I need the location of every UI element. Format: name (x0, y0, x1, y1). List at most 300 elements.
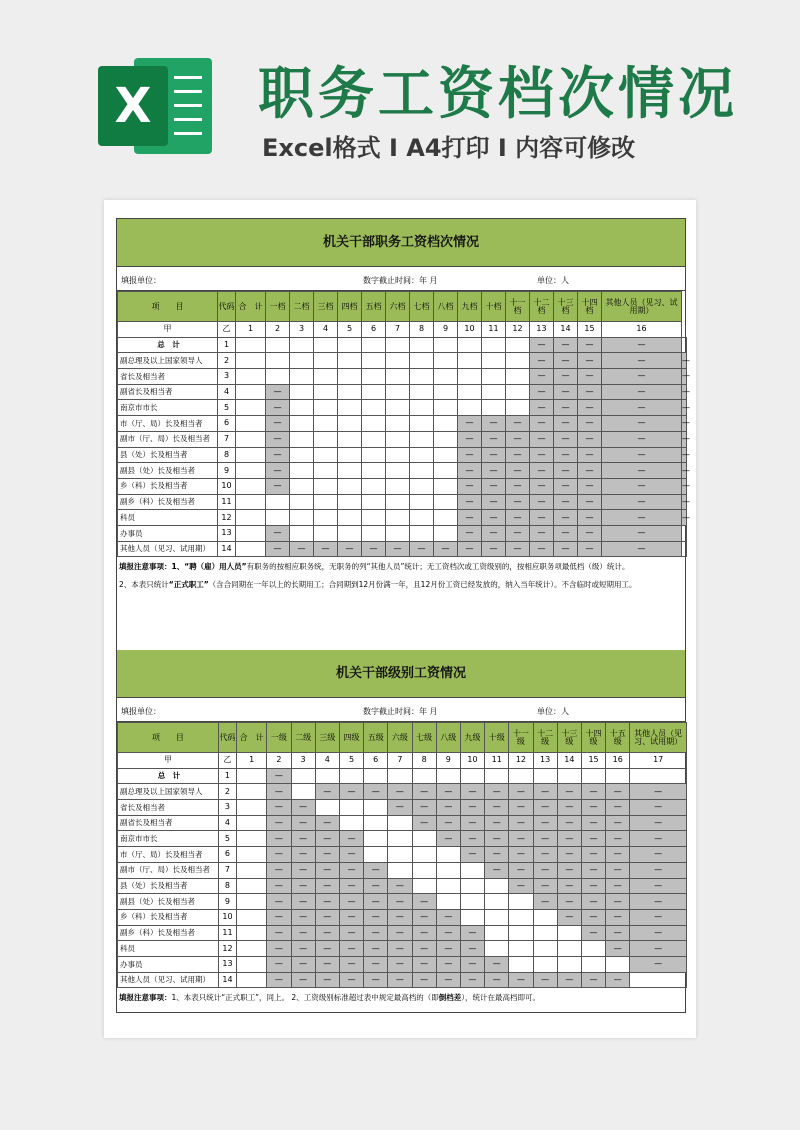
data-cell[interactable] (410, 447, 434, 463)
data-cell[interactable]: — (458, 478, 482, 494)
data-cell[interactable]: — (482, 541, 506, 557)
data-cell[interactable]: — (291, 894, 315, 910)
data-cell[interactable] (388, 862, 412, 878)
data-cell[interactable] (410, 431, 434, 447)
data-cell[interactable] (364, 831, 388, 847)
data-cell[interactable] (364, 800, 388, 816)
data-cell[interactable]: — (412, 925, 436, 941)
data-cell[interactable]: — (530, 463, 554, 479)
data-cell[interactable]: — (339, 972, 363, 988)
data-cell[interactable] (314, 369, 338, 385)
data-cell[interactable]: — (554, 510, 578, 526)
data-cell[interactable] (434, 400, 458, 416)
data-cell[interactable]: — (630, 956, 687, 972)
data-cell[interactable]: — (578, 541, 602, 557)
data-cell[interactable] (338, 416, 362, 432)
data-cell[interactable]: — (339, 831, 363, 847)
data-cell[interactable]: — (315, 925, 339, 941)
data-cell[interactable]: — (578, 431, 602, 447)
data-cell[interactable] (236, 416, 266, 432)
data-cell[interactable]: — (388, 878, 412, 894)
data-cell[interactable]: — (364, 941, 388, 957)
data-cell[interactable]: — (602, 337, 682, 353)
data-cell[interactable]: — (630, 815, 687, 831)
data-cell[interactable] (436, 894, 460, 910)
data-cell[interactable] (682, 525, 687, 541)
data-cell[interactable] (338, 369, 362, 385)
data-cell[interactable] (630, 972, 687, 988)
data-cell[interactable]: — (267, 941, 291, 957)
data-cell[interactable]: — (267, 972, 291, 988)
data-cell[interactable]: — (410, 541, 434, 557)
data-cell[interactable]: — (554, 525, 578, 541)
data-cell[interactable] (410, 478, 434, 494)
data-cell[interactable]: — (602, 353, 682, 369)
data-cell[interactable]: — (386, 541, 410, 557)
data-cell[interactable] (485, 941, 509, 957)
data-cell[interactable]: — (606, 784, 630, 800)
data-cell[interactable] (364, 815, 388, 831)
data-cell[interactable]: — (485, 862, 509, 878)
data-cell[interactable] (434, 494, 458, 510)
data-cell[interactable]: — (412, 800, 436, 816)
data-cell[interactable]: — (506, 416, 530, 432)
data-cell[interactable]: — (291, 815, 315, 831)
data-cell[interactable] (314, 416, 338, 432)
data-cell[interactable]: — (533, 862, 557, 878)
data-cell[interactable]: — (554, 431, 578, 447)
data-cell[interactable] (436, 768, 460, 784)
data-cell[interactable]: — (412, 815, 436, 831)
data-cell[interactable] (315, 768, 339, 784)
data-cell[interactable]: — (578, 510, 602, 526)
data-cell[interactable]: — (554, 337, 578, 353)
data-cell[interactable]: — (436, 956, 460, 972)
data-cell[interactable]: — (509, 800, 533, 816)
data-cell[interactable] (436, 878, 460, 894)
data-cell[interactable] (386, 353, 410, 369)
data-cell[interactable] (533, 909, 557, 925)
data-cell[interactable]: — (460, 847, 484, 863)
data-cell[interactable] (460, 894, 484, 910)
data-cell[interactable]: — (315, 956, 339, 972)
data-cell[interactable] (458, 353, 482, 369)
data-cell[interactable]: — (557, 800, 581, 816)
data-cell[interactable]: — (602, 494, 682, 510)
data-cell[interactable]: — (509, 862, 533, 878)
data-cell[interactable] (434, 416, 458, 432)
data-cell[interactable]: — (412, 784, 436, 800)
data-cell[interactable]: — (602, 478, 682, 494)
data-cell[interactable] (682, 337, 687, 353)
data-cell[interactable] (237, 768, 267, 784)
data-cell[interactable]: — (554, 353, 578, 369)
data-cell[interactable]: — (554, 478, 578, 494)
data-cell[interactable] (237, 862, 267, 878)
data-cell[interactable] (266, 353, 290, 369)
data-cell[interactable]: — (557, 894, 581, 910)
data-cell[interactable] (434, 384, 458, 400)
data-cell[interactable]: — (557, 784, 581, 800)
data-cell[interactable] (362, 353, 386, 369)
data-cell[interactable]: — (388, 925, 412, 941)
data-cell[interactable] (364, 847, 388, 863)
data-cell[interactable]: — (434, 541, 458, 557)
data-cell[interactable] (362, 431, 386, 447)
data-cell[interactable]: — (291, 956, 315, 972)
data-cell[interactable]: — (630, 831, 687, 847)
data-cell[interactable] (410, 416, 434, 432)
data-cell[interactable] (485, 768, 509, 784)
data-cell[interactable]: — (339, 862, 363, 878)
data-cell[interactable]: — (578, 525, 602, 541)
data-cell[interactable]: — (485, 815, 509, 831)
data-cell[interactable] (290, 431, 314, 447)
data-cell[interactable]: — (530, 447, 554, 463)
data-cell[interactable] (533, 925, 557, 941)
data-cell[interactable]: — (267, 862, 291, 878)
data-cell[interactable]: — (602, 431, 682, 447)
data-cell[interactable] (434, 369, 458, 385)
data-cell[interactable] (434, 353, 458, 369)
data-cell[interactable] (458, 369, 482, 385)
data-cell[interactable]: — (578, 416, 602, 432)
data-cell[interactable] (362, 337, 386, 353)
data-cell[interactable]: — (581, 909, 605, 925)
data-cell[interactable]: — (578, 337, 602, 353)
data-cell[interactable]: — (509, 815, 533, 831)
data-cell[interactable]: — (339, 784, 363, 800)
data-cell[interactable]: — (315, 972, 339, 988)
data-cell[interactable]: — (530, 337, 554, 353)
data-cell[interactable]: — (578, 463, 602, 479)
data-cell[interactable] (606, 956, 630, 972)
data-cell[interactable]: — (602, 416, 682, 432)
data-cell[interactable] (557, 941, 581, 957)
data-cell[interactable]: — (682, 369, 687, 385)
data-cell[interactable]: — (364, 878, 388, 894)
data-cell[interactable]: — (266, 463, 290, 479)
data-cell[interactable] (266, 337, 290, 353)
data-cell[interactable]: — (267, 784, 291, 800)
data-cell[interactable]: — (436, 941, 460, 957)
data-cell[interactable] (266, 369, 290, 385)
data-cell[interactable] (314, 337, 338, 353)
data-cell[interactable]: — (266, 416, 290, 432)
data-cell[interactable]: — (506, 447, 530, 463)
data-cell[interactable] (386, 431, 410, 447)
data-cell[interactable]: — (606, 831, 630, 847)
data-cell[interactable] (236, 494, 266, 510)
data-cell[interactable] (236, 353, 266, 369)
data-cell[interactable]: — (581, 894, 605, 910)
data-cell[interactable]: — (630, 941, 687, 957)
data-cell[interactable]: — (506, 463, 530, 479)
data-cell[interactable] (237, 925, 267, 941)
data-cell[interactable] (291, 768, 315, 784)
data-cell[interactable] (338, 400, 362, 416)
data-cell[interactable] (509, 956, 533, 972)
data-cell[interactable] (236, 337, 266, 353)
data-cell[interactable] (362, 416, 386, 432)
data-cell[interactable]: — (339, 847, 363, 863)
data-cell[interactable]: — (314, 541, 338, 557)
data-cell[interactable]: — (533, 972, 557, 988)
data-cell[interactable]: — (630, 847, 687, 863)
data-cell[interactable] (338, 384, 362, 400)
data-cell[interactable] (362, 478, 386, 494)
data-cell[interactable] (314, 384, 338, 400)
data-cell[interactable]: — (578, 400, 602, 416)
data-cell[interactable] (386, 525, 410, 541)
data-cell[interactable]: — (682, 478, 687, 494)
data-cell[interactable]: — (578, 384, 602, 400)
data-cell[interactable]: — (290, 541, 314, 557)
data-cell[interactable]: — (460, 972, 484, 988)
data-cell[interactable]: — (485, 784, 509, 800)
data-cell[interactable]: — (557, 878, 581, 894)
data-cell[interactable] (506, 384, 530, 400)
data-cell[interactable]: — (554, 541, 578, 557)
data-cell[interactable]: — (458, 431, 482, 447)
data-cell[interactable]: — (266, 541, 290, 557)
data-cell[interactable] (362, 525, 386, 541)
data-cell[interactable]: — (291, 925, 315, 941)
data-cell[interactable] (339, 768, 363, 784)
data-cell[interactable] (237, 941, 267, 957)
data-cell[interactable] (386, 400, 410, 416)
data-cell[interactable]: — (315, 831, 339, 847)
data-cell[interactable] (482, 384, 506, 400)
data-cell[interactable]: — (388, 956, 412, 972)
data-cell[interactable]: — (364, 972, 388, 988)
data-cell[interactable]: — (266, 447, 290, 463)
data-cell[interactable]: — (602, 400, 682, 416)
data-cell[interactable] (290, 400, 314, 416)
data-cell[interactable]: — (338, 541, 362, 557)
data-cell[interactable]: — (581, 925, 605, 941)
data-cell[interactable]: — (530, 478, 554, 494)
data-cell[interactable]: — (460, 831, 484, 847)
data-cell[interactable] (314, 478, 338, 494)
data-cell[interactable]: — (557, 862, 581, 878)
data-cell[interactable]: — (267, 909, 291, 925)
data-cell[interactable]: — (606, 878, 630, 894)
data-cell[interactable] (436, 862, 460, 878)
data-cell[interactable]: — (339, 909, 363, 925)
data-cell[interactable]: — (581, 784, 605, 800)
data-cell[interactable]: — (388, 800, 412, 816)
data-cell[interactable]: — (581, 800, 605, 816)
data-cell[interactable]: — (482, 416, 506, 432)
data-cell[interactable]: — (364, 925, 388, 941)
data-cell[interactable]: — (291, 878, 315, 894)
data-cell[interactable] (509, 925, 533, 941)
data-cell[interactable]: — (602, 541, 682, 557)
data-cell[interactable]: — (606, 862, 630, 878)
data-cell[interactable]: — (482, 447, 506, 463)
data-cell[interactable] (557, 768, 581, 784)
data-cell[interactable] (482, 337, 506, 353)
data-cell[interactable] (482, 353, 506, 369)
data-cell[interactable] (630, 768, 687, 784)
data-cell[interactable]: — (436, 784, 460, 800)
data-cell[interactable]: — (460, 784, 484, 800)
data-cell[interactable]: — (602, 447, 682, 463)
data-cell[interactable] (386, 447, 410, 463)
data-cell[interactable] (338, 478, 362, 494)
data-cell[interactable]: — (315, 909, 339, 925)
data-cell[interactable]: — (485, 972, 509, 988)
data-cell[interactable]: — (630, 878, 687, 894)
data-cell[interactable] (338, 463, 362, 479)
data-cell[interactable]: — (388, 909, 412, 925)
data-cell[interactable]: — (291, 941, 315, 957)
data-cell[interactable]: — (630, 784, 687, 800)
data-cell[interactable]: — (530, 494, 554, 510)
data-cell[interactable] (388, 815, 412, 831)
data-cell[interactable]: — (267, 878, 291, 894)
data-cell[interactable]: — (509, 784, 533, 800)
data-cell[interactable] (410, 337, 434, 353)
data-cell[interactable] (533, 768, 557, 784)
data-cell[interactable]: — (630, 925, 687, 941)
data-cell[interactable]: — (682, 353, 687, 369)
data-cell[interactable]: — (412, 909, 436, 925)
data-cell[interactable]: — (530, 369, 554, 385)
data-cell[interactable]: — (267, 847, 291, 863)
data-cell[interactable] (338, 337, 362, 353)
data-cell[interactable]: — (533, 815, 557, 831)
data-cell[interactable] (236, 384, 266, 400)
data-cell[interactable]: — (602, 463, 682, 479)
data-cell[interactable]: — (554, 369, 578, 385)
data-cell[interactable]: — (339, 878, 363, 894)
data-cell[interactable]: — (630, 862, 687, 878)
data-cell[interactable]: — (315, 941, 339, 957)
data-cell[interactable] (290, 494, 314, 510)
data-cell[interactable] (338, 431, 362, 447)
data-cell[interactable]: — (412, 956, 436, 972)
data-cell[interactable] (412, 862, 436, 878)
data-cell[interactable]: — (482, 525, 506, 541)
data-cell[interactable]: — (267, 815, 291, 831)
data-cell[interactable]: — (267, 831, 291, 847)
data-cell[interactable] (237, 909, 267, 925)
data-cell[interactable]: — (315, 878, 339, 894)
data-cell[interactable] (314, 525, 338, 541)
data-cell[interactable] (364, 768, 388, 784)
data-cell[interactable] (290, 369, 314, 385)
data-cell[interactable] (290, 478, 314, 494)
data-cell[interactable] (410, 400, 434, 416)
data-cell[interactable] (682, 541, 687, 557)
data-cell[interactable]: — (482, 463, 506, 479)
data-cell[interactable] (434, 478, 458, 494)
data-cell[interactable]: — (266, 400, 290, 416)
data-cell[interactable]: — (482, 510, 506, 526)
data-cell[interactable] (412, 878, 436, 894)
data-cell[interactable]: — (506, 510, 530, 526)
data-cell[interactable]: — (506, 541, 530, 557)
data-cell[interactable]: — (606, 847, 630, 863)
data-cell[interactable]: — (412, 972, 436, 988)
data-cell[interactable] (506, 369, 530, 385)
data-cell[interactable]: — (460, 925, 484, 941)
data-cell[interactable] (314, 431, 338, 447)
data-cell[interactable] (362, 384, 386, 400)
data-cell[interactable]: — (388, 972, 412, 988)
data-cell[interactable] (290, 525, 314, 541)
data-cell[interactable]: — (315, 815, 339, 831)
data-cell[interactable] (290, 384, 314, 400)
data-cell[interactable]: — (530, 431, 554, 447)
data-cell[interactable]: — (533, 831, 557, 847)
data-cell[interactable] (458, 384, 482, 400)
data-cell[interactable]: — (554, 494, 578, 510)
data-cell[interactable] (509, 941, 533, 957)
data-cell[interactable]: — (557, 972, 581, 988)
data-cell[interactable]: — (606, 972, 630, 988)
data-cell[interactable] (410, 510, 434, 526)
data-cell[interactable]: — (388, 941, 412, 957)
data-cell[interactable] (362, 369, 386, 385)
data-cell[interactable]: — (458, 463, 482, 479)
data-cell[interactable] (581, 768, 605, 784)
data-cell[interactable] (236, 447, 266, 463)
data-cell[interactable] (236, 541, 266, 557)
data-cell[interactable] (485, 925, 509, 941)
data-cell[interactable]: — (533, 784, 557, 800)
data-cell[interactable] (338, 447, 362, 463)
data-cell[interactable] (410, 353, 434, 369)
data-cell[interactable]: — (682, 463, 687, 479)
data-cell[interactable]: — (485, 831, 509, 847)
data-cell[interactable] (506, 337, 530, 353)
data-cell[interactable]: — (291, 862, 315, 878)
data-cell[interactable] (388, 847, 412, 863)
data-cell[interactable]: — (436, 925, 460, 941)
data-cell[interactable]: — (458, 510, 482, 526)
data-cell[interactable] (315, 800, 339, 816)
data-cell[interactable]: — (460, 956, 484, 972)
data-cell[interactable]: — (533, 878, 557, 894)
data-cell[interactable] (236, 431, 266, 447)
data-cell[interactable]: — (339, 894, 363, 910)
data-cell[interactable]: — (630, 800, 687, 816)
data-cell[interactable]: — (682, 447, 687, 463)
data-cell[interactable]: — (557, 815, 581, 831)
data-cell[interactable] (237, 894, 267, 910)
data-cell[interactable]: — (436, 909, 460, 925)
data-cell[interactable] (434, 431, 458, 447)
data-cell[interactable]: — (581, 847, 605, 863)
data-cell[interactable] (482, 369, 506, 385)
data-cell[interactable] (236, 478, 266, 494)
data-cell[interactable]: — (460, 800, 484, 816)
data-cell[interactable] (458, 337, 482, 353)
data-cell[interactable]: — (602, 384, 682, 400)
data-cell[interactable]: — (485, 800, 509, 816)
data-cell[interactable] (460, 878, 484, 894)
data-cell[interactable] (434, 337, 458, 353)
data-cell[interactable]: — (485, 847, 509, 863)
data-cell[interactable] (290, 510, 314, 526)
data-cell[interactable]: — (533, 894, 557, 910)
data-cell[interactable]: — (506, 478, 530, 494)
data-cell[interactable]: — (602, 369, 682, 385)
data-cell[interactable] (290, 416, 314, 432)
